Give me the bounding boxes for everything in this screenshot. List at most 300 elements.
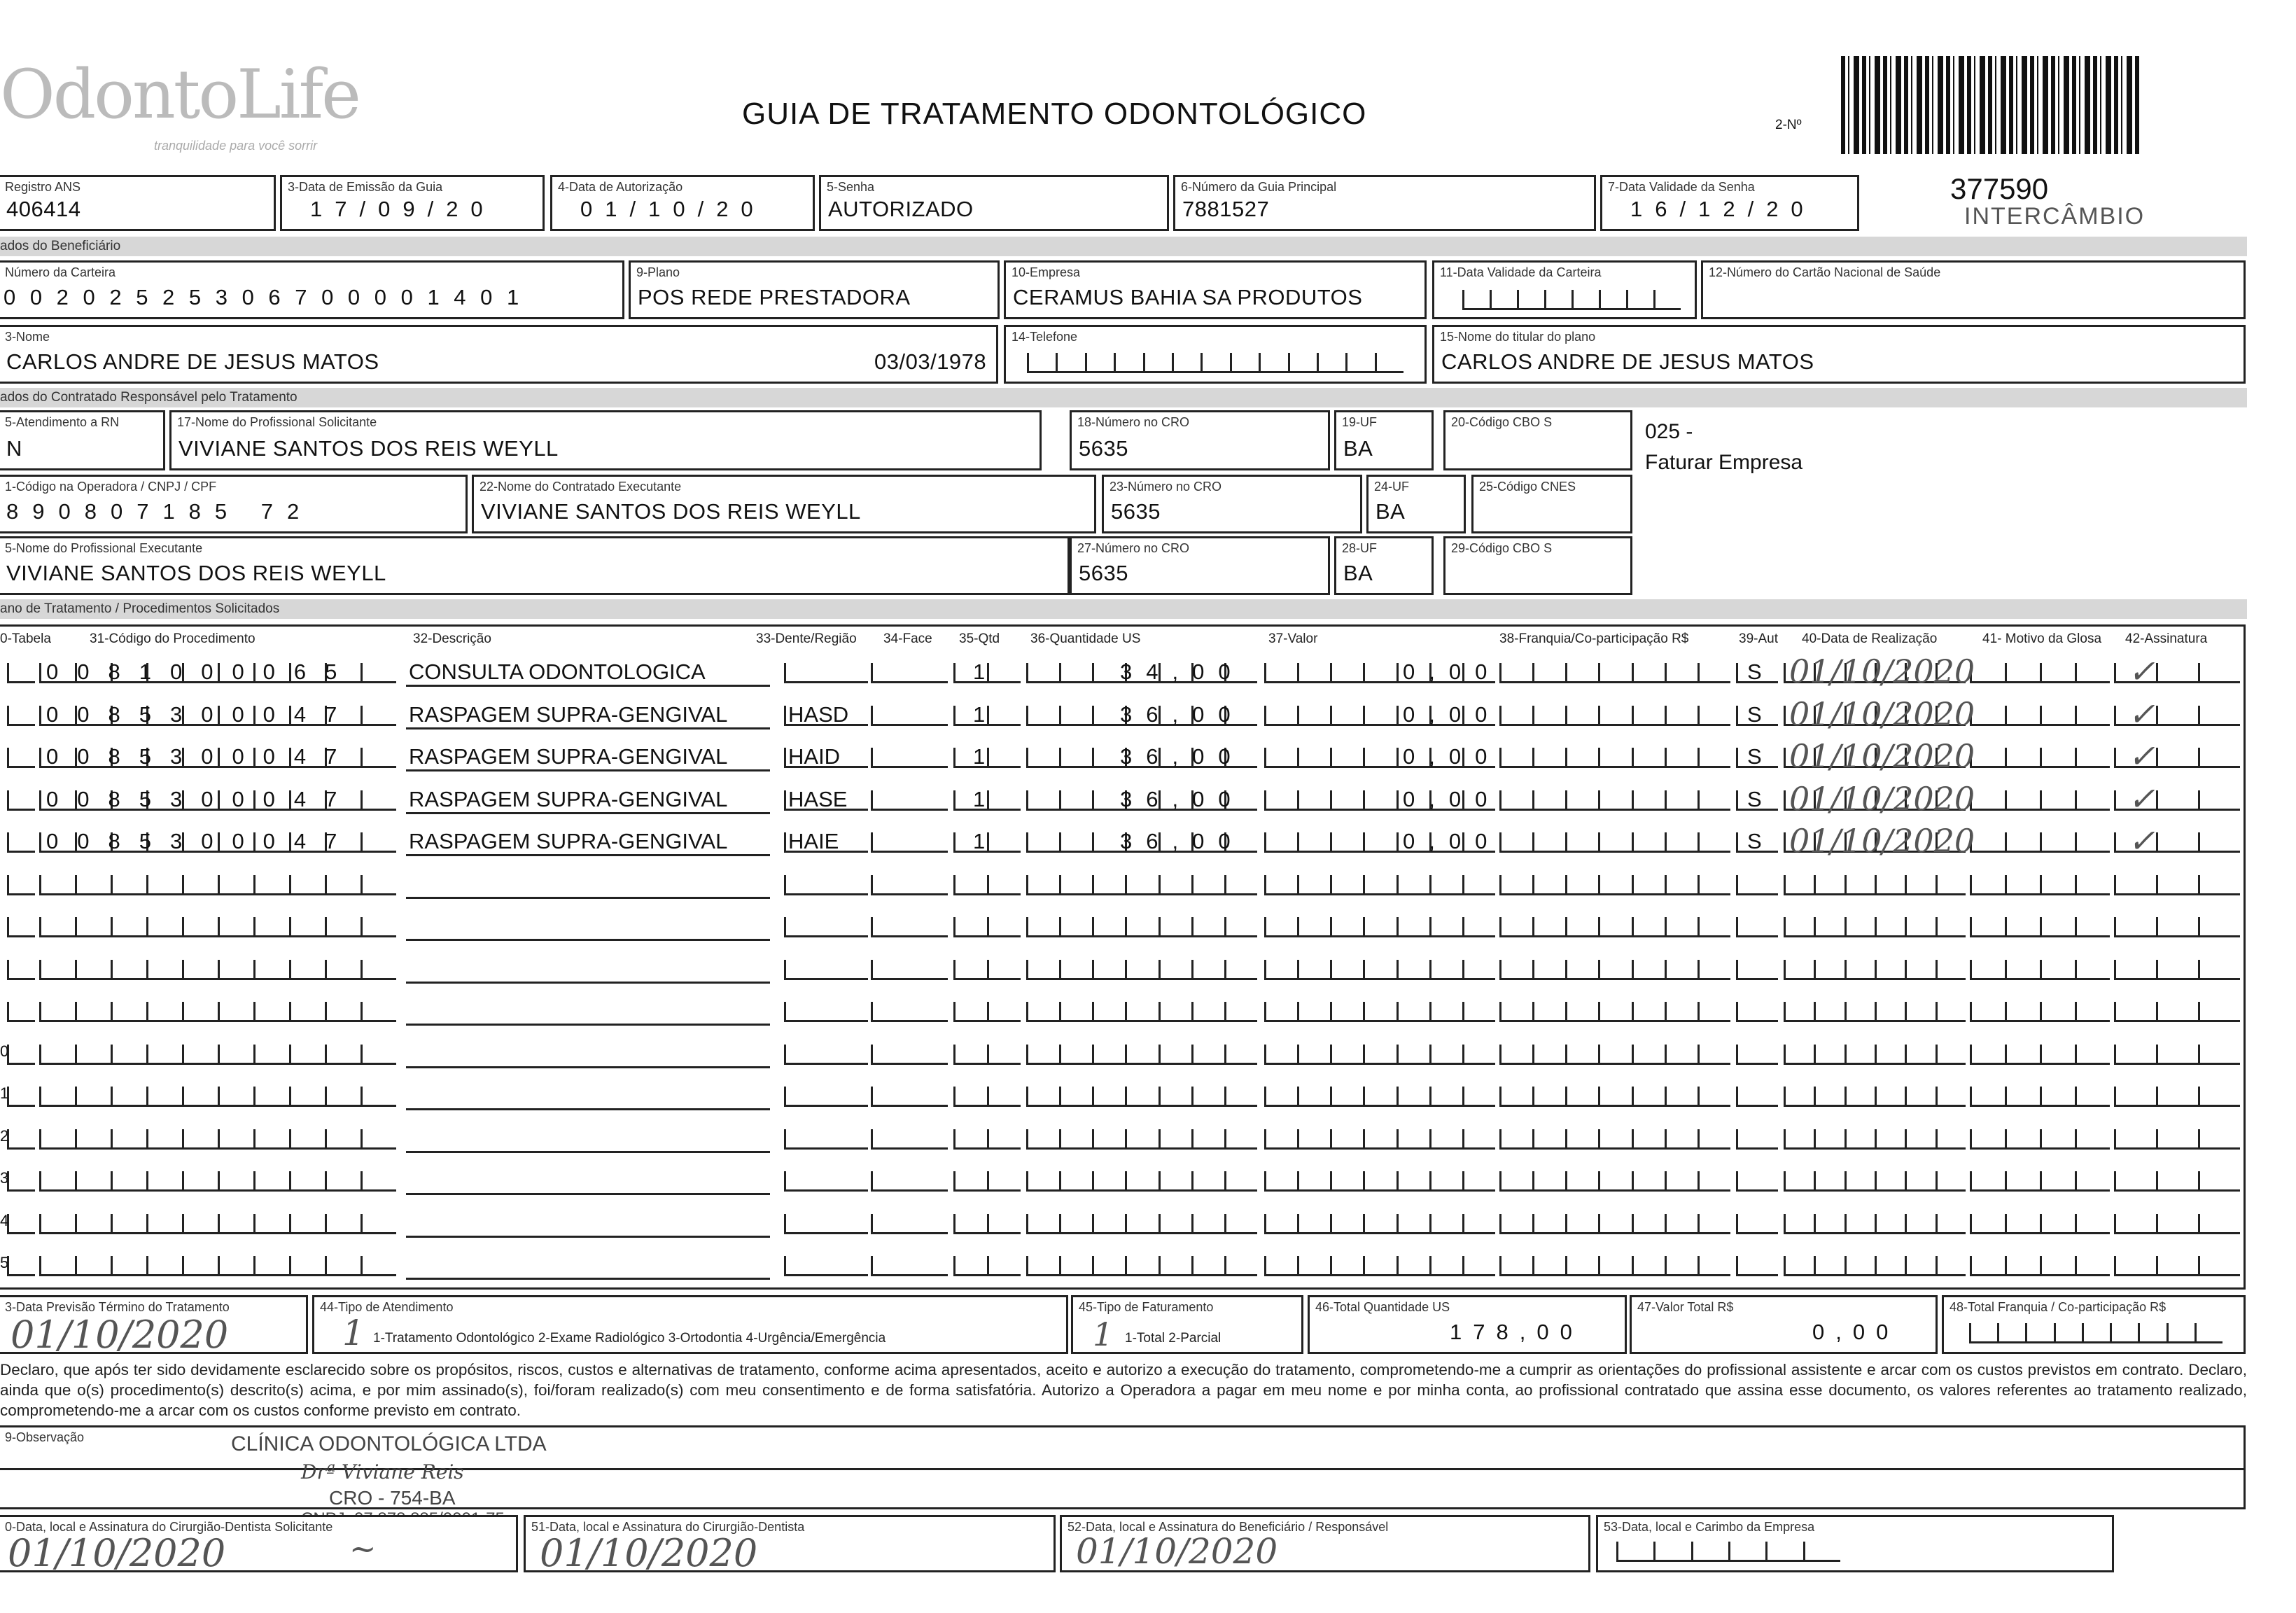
- qtd-ticks: [953, 917, 1021, 937]
- data-ticks: [1784, 1129, 1966, 1150]
- cns-label: 12-Número do Cartão Nacional de Saúde: [1709, 265, 1941, 279]
- codigo-ticks: [39, 1256, 396, 1276]
- procedure-code: 0085300047: [46, 701, 356, 727]
- uf19-value: BA: [1343, 436, 1373, 461]
- col-assinatura: 42-Assinatura: [2125, 631, 2208, 646]
- uf24-label: 24-UF: [1374, 480, 1410, 494]
- cro23-field[interactable]: [1102, 475, 1362, 533]
- solicitante-value: VIVIANE SANTOS DOS REIS WEYLL: [178, 436, 559, 461]
- total-franquia-ticks: [1969, 1323, 2222, 1343]
- face-ticks: [871, 1045, 948, 1065]
- descricao-line: [406, 685, 770, 687]
- tabela-ticks: [7, 1171, 35, 1192]
- qtd-ticks: [953, 663, 1021, 683]
- us-ticks: [1026, 1002, 1257, 1022]
- glosa-ticks: [1970, 1087, 2110, 1107]
- senha-field[interactable]: [819, 175, 1169, 231]
- assinatura-ticks: [2114, 917, 2240, 937]
- qtd-ticks: [953, 1129, 1021, 1150]
- tabela-ticks: [7, 1002, 35, 1022]
- table-row[interactable]: [0, 1080, 2247, 1111]
- face-ticks: [871, 1087, 948, 1107]
- procedure-signature: ✓: [2128, 822, 2155, 860]
- procedure-signature: ✓: [2128, 652, 2155, 690]
- dente-ticks: [784, 875, 868, 895]
- empresa-value: CERAMUS BAHIA SA PRODUTOS: [1013, 285, 1363, 309]
- face-ticks: [871, 1002, 948, 1022]
- us-ticks: [1026, 960, 1257, 980]
- cro23-label: 23-Número no CRO: [1110, 480, 1222, 494]
- procedure-aut: S: [1747, 829, 1762, 853]
- rn-field[interactable]: [0, 410, 165, 470]
- procedure-qty: 1: [973, 744, 986, 769]
- guia-principal-label: 6-Número da Guia Principal: [1181, 180, 1337, 194]
- sig52-date: 01/10/2020: [1076, 1531, 1278, 1572]
- autorizacao-field[interactable]: [550, 175, 815, 231]
- plano-label: 9-Plano: [636, 265, 680, 279]
- procedure-description: CONSULTA ODONTOLOGICA: [409, 659, 706, 684]
- glosa-ticks: [1970, 1129, 2110, 1150]
- data-ticks: [1784, 1002, 1966, 1022]
- uf28-field[interactable]: [1334, 536, 1434, 595]
- glosa-ticks: [1970, 875, 2110, 895]
- glosa-ticks: [1970, 960, 2110, 980]
- codigo-ticks: [39, 1002, 396, 1022]
- qtd-ticks: [953, 1002, 1021, 1022]
- plano-value: POS REDE PRESTADORA: [638, 285, 911, 309]
- cro27-label: 27-Número no CRO: [1077, 541, 1190, 555]
- procedure-date: 01/10/2020: [1789, 737, 1975, 775]
- procedure-us: 36,00: [1120, 829, 1245, 853]
- descricao-line: [406, 1236, 770, 1238]
- table-row[interactable]: [0, 1208, 2247, 1238]
- face-ticks: [871, 748, 948, 768]
- autorizacao-label: 4-Data de Autorização: [558, 180, 683, 194]
- franquia-ticks: [1499, 748, 1730, 768]
- face-ticks: [871, 1171, 948, 1192]
- registro-ans-field[interactable]: [0, 175, 276, 231]
- sig53-field[interactable]: [1596, 1515, 2114, 1572]
- tabela-ticks: [7, 1045, 35, 1065]
- cro18-label: 18-Número no CRO: [1077, 415, 1190, 429]
- faturamento-options: 1-Total 2-Parcial: [1125, 1331, 1222, 1346]
- procedure-tooth: HASE: [788, 786, 848, 811]
- valor-total-value: 0,00: [1812, 1320, 1900, 1344]
- procedure-signature: ✓: [2128, 737, 2155, 775]
- us-ticks: [1026, 1045, 1257, 1065]
- descricao-line: [406, 1193, 770, 1195]
- glosa-ticks: [1970, 1045, 2110, 1065]
- franquia-ticks: [1499, 1214, 1730, 1234]
- procedure-date: 01/10/2020: [1789, 822, 1975, 860]
- nome-label: 3-Nome: [5, 330, 50, 344]
- procedure-us: 36,00: [1120, 744, 1245, 769]
- uf28-value: BA: [1343, 561, 1373, 585]
- previsao-value: 01/10/2020: [10, 1313, 229, 1357]
- declaration-text: Declaro, que após ter sido devidamente esclarecido sobre os propósitos, riscos, custos e alternativas de tratamento, conforme acima apresentados, aceito e autorizo a execução do tratamento, comprometendo-me a cumprir as orientações do profissional assistente e arcar com os custos previstos em contrato. Declaro, ainda que o(s) procedimento(s) descrito(s) acima, e por mim assinado(s), foi/foram realizado(s) com meu consentimento e de forma satisfatória. Autorizo a Operadora a pagar em meu nome e por minha conta, ao profissional contratado que assina esse documento, os valores referentes ao tratamento realizado, comprometendo-me a arcar com os custos conforme previsto em contrato.: [0, 1361, 2247, 1419]
- col-aut: 39-Aut: [1739, 631, 1778, 646]
- sig53-label: 53-Data, local e Carimbo da Empresa: [1604, 1520, 1815, 1534]
- valor-ticks: [1264, 1129, 1495, 1150]
- descricao-line: [406, 1024, 770, 1026]
- uf19-label: 19-UF: [1342, 415, 1378, 429]
- procedure-qty: 1: [973, 659, 986, 684]
- table-row[interactable]: [0, 737, 2247, 775]
- procedure-us: 36,00: [1120, 786, 1245, 811]
- tabela-ticks: [7, 1214, 35, 1234]
- data-ticks: [1784, 1087, 1966, 1107]
- total-us-value: 178,00: [1450, 1320, 1583, 1344]
- uf24-value: BA: [1376, 499, 1406, 524]
- sig52-label: 52-Data, local e Assinatura do Beneficiário / Responsável: [1068, 1520, 1389, 1534]
- atendimento-value: 1: [342, 1313, 365, 1353]
- tabela-ticks: [7, 960, 35, 980]
- cbo29-field[interactable]: [1443, 536, 1632, 595]
- uf28-label: 28-UF: [1342, 541, 1378, 555]
- total-franquia-label: 48-Total Franquia / Co-participação R$: [1949, 1300, 2166, 1314]
- franquia-ticks: [1499, 663, 1730, 683]
- faturamento-field[interactable]: [1071, 1295, 1303, 1354]
- registro-ans-value: 406414: [6, 197, 81, 221]
- prof-executante-field[interactable]: [0, 536, 1070, 595]
- qtd-ticks: [953, 875, 1021, 895]
- face-ticks: [871, 1214, 948, 1234]
- assinatura-ticks: [2114, 1002, 2240, 1022]
- assinatura-ticks: [2114, 1214, 2240, 1234]
- dente-ticks: [784, 1002, 868, 1022]
- aut-ticks: [1736, 917, 1778, 937]
- descricao-line: [406, 939, 770, 941]
- table-row[interactable]: [0, 822, 2247, 860]
- col-us: 36-Quantidade US: [1030, 631, 1141, 646]
- sig50-field[interactable]: [0, 1515, 518, 1575]
- carteira-value: 00202525306700001401: [4, 285, 533, 309]
- faturar-code: 025 -: [1645, 420, 1693, 443]
- table-row[interactable]: [0, 652, 2247, 690]
- procedure-aut: S: [1747, 786, 1762, 811]
- total-us-field[interactable]: [1308, 1295, 1627, 1354]
- executante-contratado-field[interactable]: [472, 475, 1096, 533]
- codigo-ticks: [39, 875, 396, 895]
- atendimento-label: 44-Tipo de Atendimento: [320, 1300, 454, 1314]
- previsao-field[interactable]: [0, 1295, 308, 1357]
- assinatura-ticks: [2114, 960, 2240, 980]
- telefone-ticks: [1027, 353, 1404, 373]
- row-number: 4: [0, 1211, 9, 1229]
- cnes-label: 25-Código CNES: [1479, 480, 1576, 494]
- dente-ticks: [784, 1214, 868, 1234]
- valor-ticks: [1264, 875, 1495, 895]
- telefone-field[interactable]: [1004, 325, 1427, 384]
- procedure-us: 34,00: [1120, 659, 1245, 684]
- descricao-line: [406, 1066, 770, 1068]
- tabela-ticks: [7, 1129, 35, 1150]
- aut-ticks: [1736, 960, 1778, 980]
- dente-ticks: [784, 960, 868, 980]
- table-row[interactable]: [0, 911, 2247, 942]
- valor-ticks: [1264, 1087, 1495, 1107]
- validade-carteira-ticks: [1462, 290, 1681, 310]
- cbo29-label: 29-Código CBO S: [1451, 541, 1553, 555]
- sig51-field[interactable]: [524, 1515, 1056, 1575]
- atendimento-options: 1-Tratamento Odontológico 2-Exame Radiológico 3-Ortodontia 4-Urgência/Emergência: [373, 1331, 886, 1346]
- table-row[interactable]: [0, 694, 2247, 733]
- titular-field[interactable]: [1432, 325, 2246, 384]
- procedure-description: RASPAGEM SUPRA-GENGIVAL: [409, 786, 728, 811]
- row-number: 1: [0, 1084, 9, 1102]
- nome-field[interactable]: [0, 325, 998, 384]
- validade-senha-value: 16/12/20: [1630, 197, 1816, 221]
- dente-ticks: [784, 1171, 868, 1192]
- valor-total-label: 47-Valor Total R$: [1637, 1300, 1734, 1314]
- uf24-field[interactable]: [1366, 475, 1466, 533]
- tabela-ticks: [7, 790, 35, 811]
- executante-contratado-label: 22-Nome do Contratado Executante: [479, 480, 682, 494]
- procedure-franquia: 0,00: [1403, 744, 1502, 769]
- solicitante-field[interactable]: [169, 410, 1042, 470]
- assinatura-ticks: [2114, 1045, 2240, 1065]
- descricao-line: [406, 769, 770, 771]
- row-number: 0: [0, 1042, 9, 1060]
- descricao-line: [406, 897, 770, 899]
- assinatura-ticks: [2114, 875, 2240, 895]
- franquia-ticks: [1499, 706, 1730, 726]
- tabela-ticks: [7, 832, 35, 853]
- plano-field[interactable]: [629, 260, 1000, 319]
- tabela-ticks: [7, 706, 35, 726]
- us-ticks: [1026, 1214, 1257, 1234]
- descricao-line: [406, 854, 770, 856]
- franquia-ticks: [1499, 1045, 1730, 1065]
- codigo-ticks: [39, 1045, 396, 1065]
- row-number: 5: [0, 1254, 9, 1271]
- procedure-franquia: 0,00: [1403, 659, 1502, 684]
- tabela-ticks: [7, 663, 35, 683]
- table-row[interactable]: [0, 996, 2247, 1026]
- aut-ticks: [1736, 1002, 1778, 1022]
- franquia-ticks: [1499, 790, 1730, 811]
- total-franquia-field[interactable]: [1942, 1295, 2246, 1354]
- guia-principal-field[interactable]: [1173, 175, 1596, 231]
- codigo-ticks: [39, 1087, 396, 1107]
- solicitante-label: 17-Nome do Profissional Solicitante: [177, 415, 377, 429]
- glosa-ticks: [1970, 832, 2110, 853]
- nascimento-value: 03/03/1978: [874, 349, 987, 374]
- data-ticks: [1784, 1045, 1966, 1065]
- dente-ticks: [784, 1045, 868, 1065]
- descricao-line: [406, 982, 770, 984]
- cro18-field[interactable]: [1070, 410, 1330, 470]
- franquia-ticks: [1499, 1129, 1730, 1150]
- table-row[interactable]: [0, 779, 2247, 818]
- carteira-label: Número da Carteira: [5, 265, 116, 279]
- codigo-ticks: [39, 1171, 396, 1192]
- valor-ticks: [1264, 1256, 1495, 1276]
- sig50-signature: ~: [349, 1530, 377, 1567]
- prof-executante-value: VIVIANE SANTOS DOS REIS WEYLL: [6, 561, 386, 585]
- col-descricao: 32-Descrição: [413, 631, 491, 646]
- section-contratado: ados do Contratado Responsável pelo Tratamento: [0, 388, 2247, 407]
- face-ticks: [871, 790, 948, 811]
- cro27-field[interactable]: [1070, 536, 1330, 595]
- stamp-line-1: CLÍNICA ODONTOLÓGICA LTDA: [231, 1432, 547, 1455]
- franquia-ticks: [1499, 875, 1730, 895]
- descricao-line: [406, 1151, 770, 1153]
- qtd-ticks: [953, 1171, 1021, 1192]
- cnes-field[interactable]: [1471, 475, 1632, 533]
- franquia-ticks: [1499, 1171, 1730, 1192]
- guide-number: 377590: [1950, 172, 2049, 205]
- face-ticks: [871, 917, 948, 937]
- faturamento-label: 45-Tipo de Faturamento: [1079, 1300, 1214, 1314]
- sig50-date: 01/10/2020: [8, 1531, 226, 1575]
- franquia-ticks: [1499, 832, 1730, 853]
- qtd-ticks: [953, 748, 1021, 768]
- total-us-label: 46-Total Quantidade US: [1315, 1300, 1450, 1314]
- qtd-ticks: [953, 1214, 1021, 1234]
- carteira-field[interactable]: [0, 260, 624, 319]
- validade-carteira-label: 11-Data Validade da Carteira: [1440, 265, 1602, 279]
- sig52-field[interactable]: [1060, 1515, 1590, 1572]
- validade-carteira-field[interactable]: [1432, 260, 1697, 319]
- codigo-ticks: [39, 960, 396, 980]
- glosa-ticks: [1970, 790, 2110, 811]
- glosa-ticks: [1970, 1171, 2110, 1192]
- us-ticks: [1026, 1256, 1257, 1276]
- table-row[interactable]: [0, 869, 2247, 900]
- procedure-code: 0085300047: [46, 786, 356, 811]
- emissao-label: 3-Data de Emissão da Guia: [288, 180, 443, 194]
- procedure-franquia: 0,00: [1403, 701, 1502, 727]
- qtd-ticks: [953, 706, 1021, 726]
- glosa-ticks: [1970, 706, 2110, 726]
- procedure-tooth: HAID: [788, 744, 841, 769]
- table-row[interactable]: [0, 1250, 2247, 1280]
- procedure-signature: ✓: [2128, 694, 2155, 733]
- valor-ticks: [1264, 1002, 1495, 1022]
- cns-field[interactable]: [1701, 260, 2246, 319]
- dente-ticks: [784, 1087, 868, 1107]
- row-number: 3: [0, 1169, 9, 1187]
- executante-contratado-value: VIVIANE SANTOS DOS REIS WEYLL: [481, 499, 861, 524]
- data-ticks: [1784, 1171, 1966, 1192]
- senha-value: AUTORIZADO: [828, 197, 974, 221]
- procedure-us: 36,00: [1120, 701, 1245, 727]
- cro23-value: 5635: [1111, 499, 1161, 524]
- sig53-ticks: [1616, 1542, 1840, 1562]
- glosa-ticks: [1970, 1214, 2110, 1234]
- glosa-ticks: [1970, 1256, 2110, 1276]
- col-face: 34-Face: [883, 631, 932, 646]
- procedure-franquia: 0,00: [1403, 786, 1502, 811]
- cro27-value: 5635: [1079, 561, 1128, 585]
- us-ticks: [1026, 1087, 1257, 1107]
- qtd-ticks: [953, 1087, 1021, 1107]
- cbo20-field[interactable]: [1443, 410, 1632, 470]
- tabela-ticks: [7, 1256, 35, 1276]
- tabela-ticks: [7, 917, 35, 937]
- table-row[interactable]: [0, 1123, 2247, 1154]
- dente-ticks: [784, 663, 868, 683]
- procedure-description: RASPAGEM SUPRA-GENGIVAL: [409, 744, 728, 769]
- validade-senha-field[interactable]: [1600, 175, 1859, 231]
- observacao-label: 9-Observação: [5, 1430, 85, 1444]
- qtd-ticks: [953, 790, 1021, 811]
- senha-label: 5-Senha: [827, 180, 875, 194]
- col-qtd: 35-Qtd: [959, 631, 1000, 646]
- titular-value: CARLOS ANDRE DE JESUS MATOS: [1441, 349, 1814, 374]
- titular-label: 15-Nome do titular do plano: [1440, 330, 1596, 344]
- autorizacao-value: 01/10/20: [580, 197, 766, 221]
- cnpj-field[interactable]: [0, 475, 468, 533]
- col-motivo-glosa: 41- Motivo da Glosa: [1982, 631, 2102, 646]
- guia-principal-value: 7881527: [1182, 197, 1270, 221]
- face-ticks: [871, 875, 948, 895]
- descricao-line: [406, 812, 770, 814]
- procedure-code: 0085300047: [46, 829, 356, 853]
- valor-ticks: [1264, 960, 1495, 980]
- procedure-aut: S: [1747, 701, 1762, 727]
- faturar-text: Faturar Empresa: [1645, 451, 1803, 474]
- procedure-code: 0085300047: [46, 744, 356, 769]
- col-dente: 33-Dente/Região: [756, 631, 857, 646]
- table-row[interactable]: [0, 954, 2247, 984]
- logo-text: OdontoLife: [0, 55, 359, 134]
- data-ticks: [1784, 960, 1966, 980]
- face-ticks: [871, 832, 948, 853]
- assinatura-ticks: [2114, 1256, 2240, 1276]
- table-row[interactable]: [0, 1165, 2247, 1196]
- table-row[interactable]: [0, 1038, 2247, 1069]
- page-title: GUIA DE TRATAMENTO ODONTOLÓGICO: [742, 97, 1367, 131]
- glosa-ticks: [1970, 1002, 2110, 1022]
- sig50-label: 0-Data, local e Assinatura do Cirurgião-Dentista Solicitante: [5, 1520, 333, 1534]
- us-ticks: [1026, 917, 1257, 937]
- sig51-label: 51-Data, local e Assinatura do Cirurgião-Dentista: [531, 1520, 805, 1534]
- col-codigo: 31-Código do Procedimento: [90, 631, 255, 646]
- cnpj-label: 1-Código na Operadora / CNPJ / CPF: [5, 480, 217, 494]
- us-ticks: [1026, 1129, 1257, 1150]
- dente-ticks: [784, 1256, 868, 1276]
- us-ticks: [1026, 875, 1257, 895]
- procedure-code: 0081000065: [46, 659, 356, 684]
- cbo20-label: 20-Código CBO S: [1451, 415, 1553, 429]
- procedure-description: RASPAGEM SUPRA-GENGIVAL: [409, 829, 728, 853]
- glosa-ticks: [1970, 748, 2110, 768]
- stamp-line-3: CRO - 754-BA: [329, 1487, 456, 1509]
- codigo-ticks: [39, 1214, 396, 1234]
- franquia-ticks: [1499, 1087, 1730, 1107]
- uf19-field[interactable]: [1334, 410, 1434, 470]
- nome-value: CARLOS ANDRE DE JESUS MATOS: [6, 349, 379, 374]
- barcode: [1841, 56, 2142, 154]
- atendimento-field[interactable]: [312, 1295, 1068, 1354]
- guide-type: INTERCÂMBIO: [1964, 203, 2146, 230]
- us-ticks: [1026, 1171, 1257, 1192]
- emissao-field[interactable]: [280, 175, 545, 231]
- valor-total-field[interactable]: [1630, 1295, 1938, 1354]
- assinatura-ticks: [2114, 1129, 2240, 1150]
- guide-no-label: 2-Nº: [1775, 118, 1802, 132]
- empresa-field[interactable]: [1004, 260, 1427, 319]
- assinatura-ticks: [2114, 1171, 2240, 1192]
- prof-executante-label: 5-Nome do Profissional Executante: [5, 541, 203, 555]
- assinatura-ticks: [2114, 1087, 2240, 1107]
- aut-ticks: [1736, 1171, 1778, 1192]
- col-data-realizacao: 40-Data de Realização: [1802, 631, 1938, 646]
- logo: [0, 55, 359, 154]
- faturamento-value: 1: [1093, 1315, 1114, 1353]
